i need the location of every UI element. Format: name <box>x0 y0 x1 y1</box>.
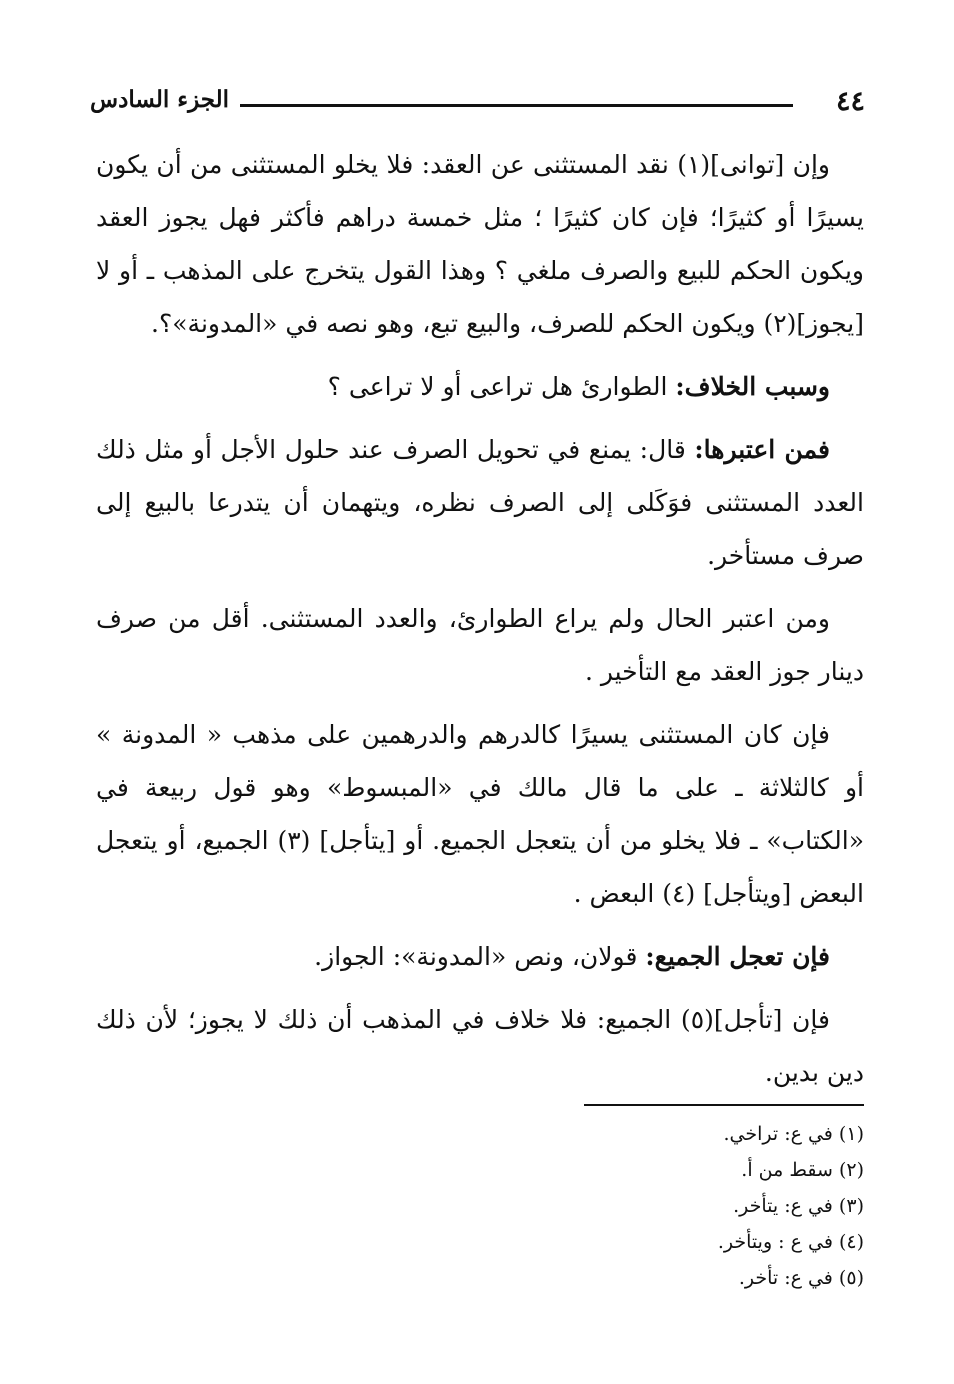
paragraph-lead: فإن تعجل الجميع: <box>645 942 830 971</box>
paragraph-text: قال: يمنع في تحويل الصرف عند حلول الأجل أو مثل ذلك العدد المستثنى فوَكَلى إلى الصرف نظره، ويتهمان أن يتدرعا بالبيع إلى صرف مستأخر. <box>96 435 864 570</box>
paragraph-4 <box>96 592 864 698</box>
paragraph-5 <box>96 708 864 920</box>
footnote-1: (١) في ع: تراخي. <box>723 1123 864 1145</box>
footnote-4: (٤) في ع : ويتأخر. <box>717 1231 864 1253</box>
paragraph-lead: فمن اعتبرها: <box>694 435 830 464</box>
paragraph-1 <box>96 138 864 350</box>
paragraph-2 <box>96 360 864 413</box>
paragraph-7 <box>96 993 864 1099</box>
footnote-5: (٥) في ع: تأخر. <box>738 1267 864 1289</box>
page-number: ٤٤ <box>835 86 865 117</box>
header-rule <box>240 104 793 107</box>
paragraph-text: فإن كان المستثنى يسيرًا كالدرهم والدرهمين على مذهب « المدونة » أو كالثلاثة ـ على ما قال مالك في «المبسوط» وهو قول ربيعة في «الكتاب» ـ فلا يخلو من أن يتعجل الجميع. أو [يتأجل] (٣) الجميع، أو يتعجل البعض [ويتأجل] (٤) البعض . <box>96 720 864 908</box>
footnotes <box>96 1104 864 1296</box>
footnote-3: (٣) في ع: يتأخر. <box>733 1195 864 1217</box>
footnote-2: (٢) سقط من أ. <box>741 1159 864 1181</box>
footnote-rule <box>584 1104 864 1106</box>
paragraph-lead: وسبب الخلاف: <box>675 372 830 401</box>
paragraph-3 <box>96 423 864 582</box>
paragraph-text: وإن [توانى](١) نقد المستثنى عن العقد: فلا يخلو المستثنى من أن يكون يسيرًا أو كثيرًا؛ فإن كان كثيرًا ؛ مثل خمسة دراهم فأكثر فهل يجوز العقد ويكون الحكم للبيع والصرف ملغي ؟ وهذا القول يتخرج على المذهب ـ أو لا [يجوز](٢) ويكون الحكم للصرف، والبيع تبع، وهو نصه في «المدونة»؟. <box>96 150 864 338</box>
paragraph-text: الطوارئ هل تراعى أو لا تراعى ؟ <box>327 372 676 401</box>
main-text <box>96 138 864 1109</box>
volume-title: الجزء السادس <box>90 86 229 113</box>
paragraph-6 <box>96 930 864 983</box>
running-header <box>90 84 865 124</box>
paragraph-text: ومن اعتبر الحال ولم يراع الطوارئ، والعدد المستثنى. أقل من صرف دينار جوز العقد مع التأخير . <box>96 604 864 686</box>
paragraph-text: قولان، ونص «المدونة»: الجواز. <box>314 942 646 971</box>
paragraph-text: فإن [تأجل](٥) الجميع: فلا خلاف في المذهب أن ذلك لا يجوز؛ لأن ذلك دين بدين. <box>96 1005 864 1087</box>
